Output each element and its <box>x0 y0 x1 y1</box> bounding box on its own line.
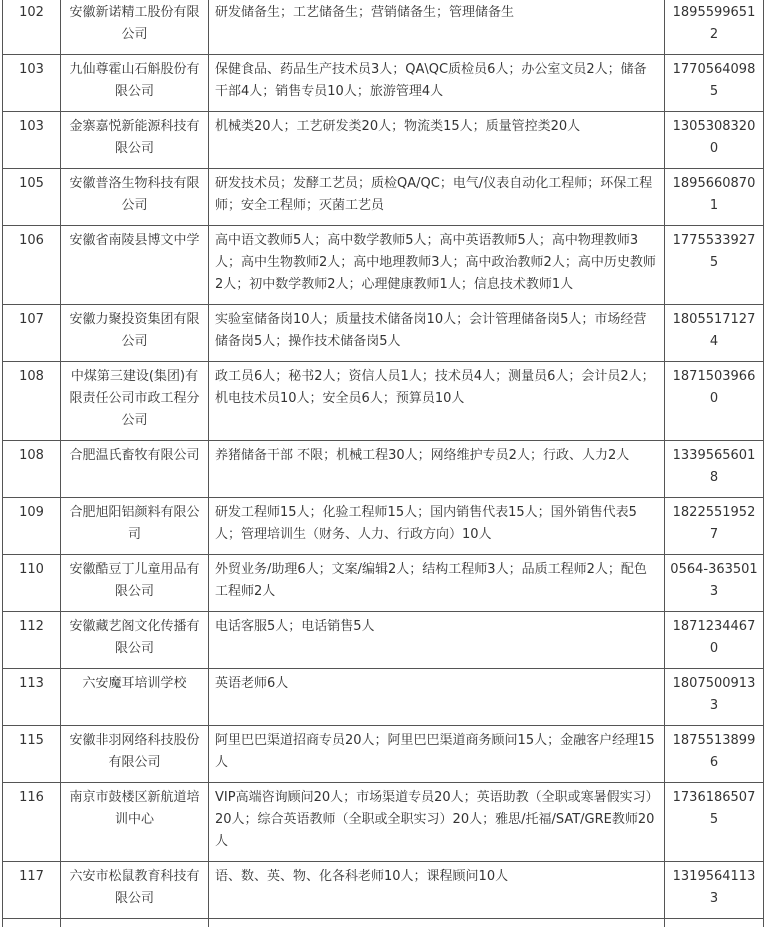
empty-cell <box>3 919 61 927</box>
positions: 高中语文教师5人；高中数学教师5人；高中英语教师5人；高中物理教师3人；高中生物教师2人；高中地理教师3人；高中政治教师2人；高中历史教师2人；初中数学教师2人；心理健康教师1人；信息技术教师1人 <box>209 226 665 305</box>
row-number: 117 <box>3 862 61 919</box>
row-number: 103 <box>3 112 61 169</box>
contact-phone: 13395656018 <box>665 441 764 498</box>
empty-cell <box>209 919 665 927</box>
positions: 养猪储备干部 不限；机械工程30人；网络维护专员2人；行政、人力2人 <box>209 441 665 498</box>
table-row-partial <box>3 919 764 927</box>
row-number: 110 <box>3 555 61 612</box>
row-number: 105 <box>3 169 61 226</box>
contact-phone: 18956608701 <box>665 169 764 226</box>
company-name: 安徽非羽网络科技股份有限公司 <box>61 726 209 783</box>
positions: VIP高端咨询顾问20人；市场渠道专员20人；英语助教（全职或寒暑假实习）20人；综合英语教师（全职或全职实习）20人；雅思/托福/SAT/GRE教师20人 <box>209 783 665 862</box>
positions: 研发工程师15人；化验工程师15人；国内销售代表15人；国外销售代表5人；管理培训生（财务、人力、行政方向）10人 <box>209 498 665 555</box>
table-row <box>3 0 764 55</box>
table-row <box>3 555 764 612</box>
row-number: 109 <box>3 498 61 555</box>
empty-cell <box>61 919 209 927</box>
contact-phone: 0564-3635013 <box>665 555 764 612</box>
row-number: 116 <box>3 783 61 862</box>
positions: 机械类20人；工艺研发类20人；物流类15人；质量管控类20人 <box>209 112 665 169</box>
contact-phone: 18712344670 <box>665 612 764 669</box>
row-number: 113 <box>3 669 61 726</box>
company-name: 安徽新诺精工股份有限公司 <box>61 0 209 55</box>
table-body <box>3 0 764 927</box>
contact-phone: 18755138996 <box>665 726 764 783</box>
company-name: 中煤第三建设(集团)有限责任公司市政工程分公司 <box>61 362 209 441</box>
company-name: 安徽普洛生物科技有限公司 <box>61 169 209 226</box>
row-number: 107 <box>3 305 61 362</box>
positions: 研发技术员；发酵工艺员；质检QA/QC；电气/仪表自动化工程师；环保工程师；安全工程师；灭菌工艺员 <box>209 169 665 226</box>
row-number: 108 <box>3 362 61 441</box>
positions: 保健食品、药品生产技术员3人；QA\QC质检员6人；办公室文员2人；储备干部4人；销售专员10人；旅游管理4人 <box>209 55 665 112</box>
row-number: 102 <box>3 0 61 55</box>
company-name: 金寨嘉悦新能源科技有限公司 <box>61 112 209 169</box>
contact-phone: 13195641133 <box>665 862 764 919</box>
table-row <box>3 226 764 305</box>
contact-phone: 13053083200 <box>665 112 764 169</box>
contact-phone: 18225519527 <box>665 498 764 555</box>
table-row <box>3 55 764 112</box>
company-name: 安徽酷豆丁儿童用品有限公司 <box>61 555 209 612</box>
company-name: 六安市松鼠教育科技有限公司 <box>61 862 209 919</box>
table-row <box>3 669 764 726</box>
table-row <box>3 862 764 919</box>
positions: 语、数、英、物、化各科老师10人；课程顾问10人 <box>209 862 665 919</box>
contact-phone: 18075009133 <box>665 669 764 726</box>
positions: 外贸业务/助理6人；文案/编辑2人；结构工程师3人；品质工程师2人；配色工程师2人 <box>209 555 665 612</box>
row-number: 103 <box>3 55 61 112</box>
contact-phone: 18055171274 <box>665 305 764 362</box>
recruitment-table <box>2 0 764 927</box>
company-name: 合肥温氏畜牧有限公司 <box>61 441 209 498</box>
positions: 电话客服5人；电话销售5人 <box>209 612 665 669</box>
row-number: 112 <box>3 612 61 669</box>
row-number: 106 <box>3 226 61 305</box>
table-row <box>3 362 764 441</box>
table-row <box>3 612 764 669</box>
company-name: 九仙尊霍山石斛股份有限公司 <box>61 55 209 112</box>
positions: 政工员6人；秘书2人；资信人员1人；技术员4人；测量员6人；会计员2人；机电技术员10人；安全员6人；预算员10人 <box>209 362 665 441</box>
row-number: 108 <box>3 441 61 498</box>
contact-phone: 17755339275 <box>665 226 764 305</box>
table-row <box>3 441 764 498</box>
company-name: 安徽省南陵县博文中学 <box>61 226 209 305</box>
table-row <box>3 726 764 783</box>
company-name: 合肥旭阳铝颜料有限公司 <box>61 498 209 555</box>
company-name: 六安魔耳培训学校 <box>61 669 209 726</box>
empty-cell <box>665 919 764 927</box>
table-row <box>3 169 764 226</box>
contact-phone: 18955996512 <box>665 0 764 55</box>
contact-phone: 18715039660 <box>665 362 764 441</box>
positions: 英语老师6人 <box>209 669 665 726</box>
table-row <box>3 305 764 362</box>
table-row <box>3 783 764 862</box>
contact-phone: 17361865075 <box>665 783 764 862</box>
table-row <box>3 498 764 555</box>
company-name: 南京市鼓楼区新航道培训中心 <box>61 783 209 862</box>
positions: 阿里巴巴渠道招商专员20人；阿里巴巴渠道商务顾问15人；金融客户经理15人 <box>209 726 665 783</box>
company-name: 安徽藏艺阁文化传播有限公司 <box>61 612 209 669</box>
company-name: 安徽力聚投资集团有限公司 <box>61 305 209 362</box>
row-number: 115 <box>3 726 61 783</box>
positions: 实验室储备岗10人；质量技术储备岗10人；会计管理储备岗5人；市场经营储备岗5人；操作技术储备岗5人 <box>209 305 665 362</box>
table-row <box>3 112 764 169</box>
contact-phone: 17705640985 <box>665 55 764 112</box>
positions: 研发储备生；工艺储备生；营销储备生；管理储备生 <box>209 0 665 55</box>
